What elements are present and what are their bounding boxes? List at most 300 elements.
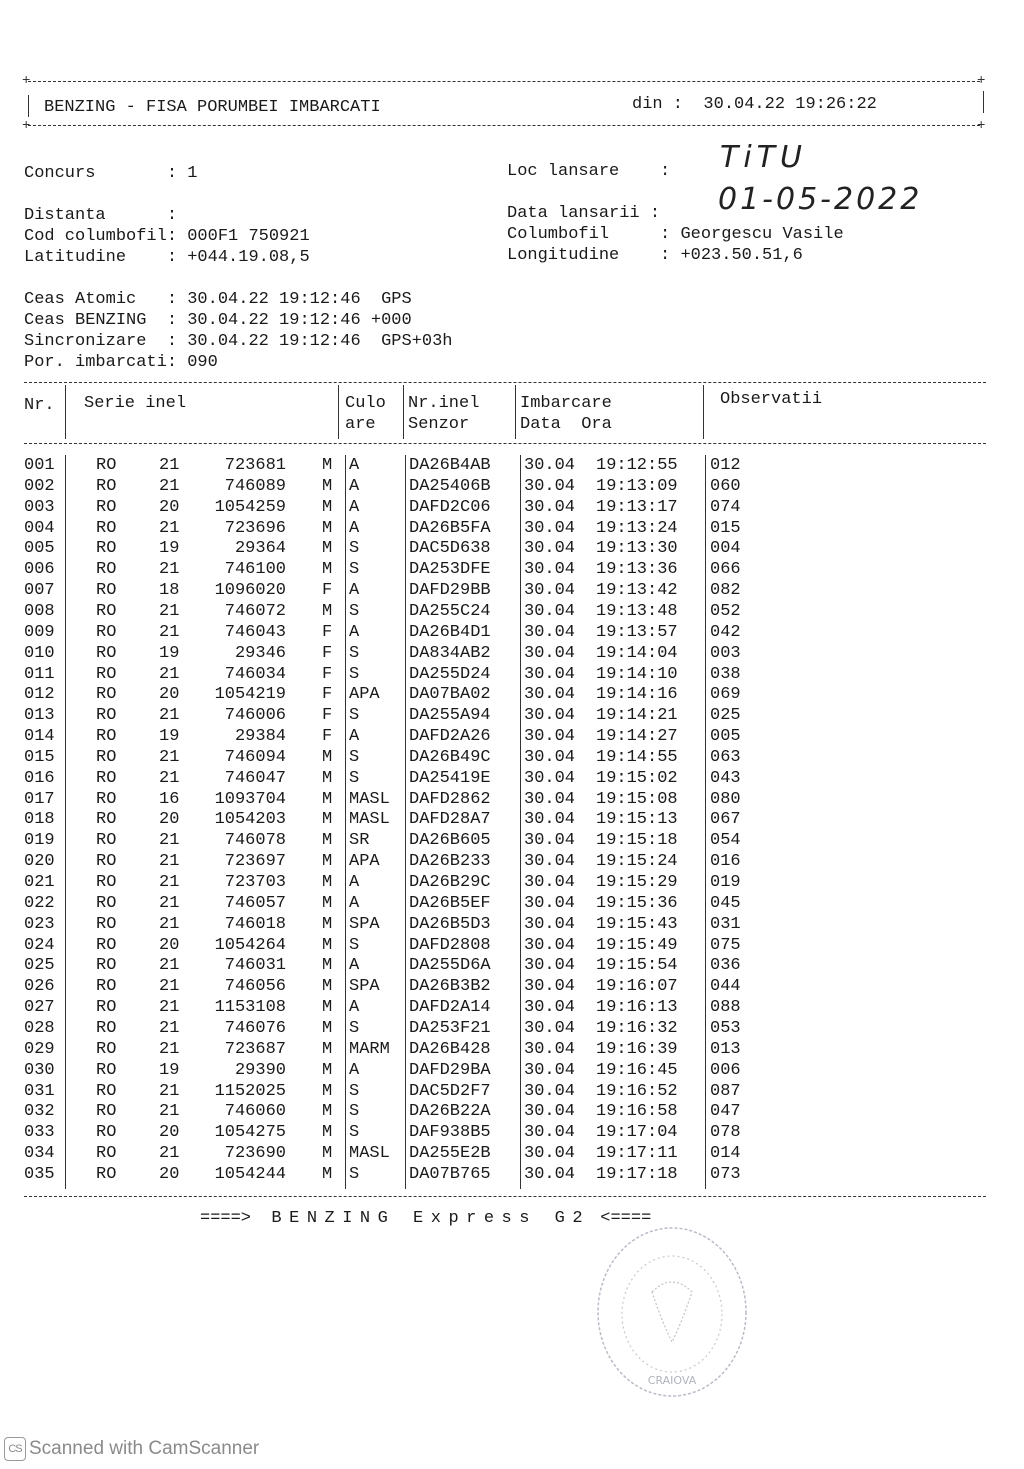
cell-nr: 030 bbox=[24, 1060, 55, 1080]
cell-inel: 29346 bbox=[234, 643, 286, 663]
cell-data: 30.04 bbox=[524, 977, 576, 997]
cell-data: 30.04 bbox=[524, 956, 576, 976]
footer-brand: BENZING Express G2 bbox=[271, 1209, 591, 1228]
cell-ora: 19:13:36 bbox=[596, 560, 678, 580]
cell-data: 30.04 bbox=[524, 581, 576, 601]
field-label: Sincronizare : bbox=[24, 332, 178, 351]
cell-an: 20 bbox=[159, 1123, 180, 1143]
field-distanta bbox=[24, 205, 187, 226]
cell-data: 30.04 bbox=[524, 664, 576, 684]
cell-obs: 075 bbox=[710, 935, 741, 955]
cell-sex: M bbox=[322, 1039, 333, 1059]
field-latitudine bbox=[24, 247, 310, 268]
cell-sex: M bbox=[322, 1102, 333, 1122]
field-label: Columbofil : bbox=[507, 225, 671, 244]
column-header-culoare-1: Culo bbox=[345, 394, 386, 413]
cell-data: 30.04 bbox=[524, 539, 576, 559]
footer-arrow-left: ====> bbox=[200, 1209, 252, 1228]
cell-tara: RO bbox=[96, 1123, 117, 1143]
cell-sex: M bbox=[322, 1144, 333, 1164]
column-separator bbox=[403, 385, 404, 439]
cell-inel: 1054219 bbox=[214, 685, 286, 705]
cell-ora: 19:13:09 bbox=[596, 476, 678, 496]
cell-culoare: S bbox=[349, 1123, 360, 1143]
cell-ora: 19:14:27 bbox=[596, 727, 678, 747]
cell-sex: F bbox=[322, 643, 333, 663]
cell-data: 30.04 bbox=[524, 685, 576, 705]
cell-tara: RO bbox=[96, 1164, 117, 1184]
cell-tara: RO bbox=[96, 643, 117, 663]
cell-data: 30.04 bbox=[524, 727, 576, 747]
cell-senzor: DAFD2A14 bbox=[409, 998, 491, 1018]
cell-tara: RO bbox=[96, 581, 117, 601]
cell-senzor: DA255C24 bbox=[409, 601, 491, 621]
cell-tara: RO bbox=[96, 747, 117, 767]
cell-senzor: DAF938B5 bbox=[409, 1123, 491, 1143]
cell-obs: 036 bbox=[710, 956, 741, 976]
cell-ora: 19:17:18 bbox=[596, 1164, 678, 1184]
cell-obs: 088 bbox=[710, 998, 741, 1018]
cell-senzor: DA25419E bbox=[409, 768, 491, 788]
field-value: 30.04.22 19:12:46 GPS+03h bbox=[187, 332, 453, 351]
cell-ora: 19:15:36 bbox=[596, 893, 678, 913]
cell-culoare: S bbox=[349, 1164, 360, 1184]
column-separator bbox=[703, 385, 704, 439]
cell-sex: M bbox=[322, 497, 333, 517]
cell-culoare: A bbox=[349, 518, 360, 538]
cell-senzor: DA26B4AB bbox=[409, 456, 491, 475]
cell-ora: 19:16:45 bbox=[596, 1060, 678, 1080]
field-longitudine bbox=[507, 245, 803, 266]
cell-inel: 1054203 bbox=[214, 810, 286, 830]
cell-data: 30.04 bbox=[524, 1123, 576, 1143]
field-label: Longitudine : bbox=[507, 246, 671, 265]
cell-sex: M bbox=[322, 956, 333, 976]
cell-an: 21 bbox=[159, 518, 180, 538]
cell-sex: F bbox=[322, 706, 333, 726]
cell-tara: RO bbox=[96, 622, 117, 642]
column-separator bbox=[705, 455, 706, 1189]
stamp-text-bottom: CRAIOVA bbox=[647, 1374, 697, 1387]
cell-senzor: DA26B3B2 bbox=[409, 977, 491, 997]
cell-an: 20 bbox=[159, 810, 180, 830]
cell-tara: RO bbox=[96, 706, 117, 726]
cell-sex: M bbox=[322, 873, 333, 892]
cell-tara: RO bbox=[96, 768, 117, 788]
cell-culoare: S bbox=[349, 560, 360, 580]
cell-sex: M bbox=[322, 560, 333, 580]
cell-tara: RO bbox=[96, 831, 117, 851]
cell-obs: 003 bbox=[710, 643, 741, 663]
field-label: Latitudine : bbox=[24, 248, 178, 267]
cell-nr: 024 bbox=[24, 935, 55, 955]
cell-nr: 034 bbox=[24, 1144, 55, 1164]
handwritten-loc-lansare: TiTU bbox=[720, 140, 807, 175]
column-header-nr: Nr. bbox=[24, 396, 55, 415]
camscanner-logo-icon: CS bbox=[4, 1437, 26, 1461]
cell-culoare: S bbox=[349, 747, 360, 767]
cell-nr: 015 bbox=[24, 747, 55, 767]
cell-senzor: DAC5D2F7 bbox=[409, 1081, 491, 1101]
cell-data: 30.04 bbox=[524, 1039, 576, 1059]
cell-culoare: A bbox=[349, 1060, 360, 1080]
column-header-imbarcare-2: Data Ora bbox=[520, 415, 612, 434]
table-bottom-border bbox=[24, 1196, 986, 1197]
cell-senzor: DA26B4D1 bbox=[409, 622, 491, 642]
cell-an: 21 bbox=[159, 476, 180, 496]
cell-an: 21 bbox=[159, 873, 180, 892]
column-header-observatii: Observatii bbox=[720, 390, 823, 409]
cell-obs: 066 bbox=[710, 560, 741, 580]
cell-ora: 19:15:29 bbox=[596, 873, 678, 892]
cell-senzor: DA255E2B bbox=[409, 1144, 491, 1164]
cell-culoare: A bbox=[349, 476, 360, 496]
cell-inel: 723687 bbox=[224, 1039, 286, 1059]
cell-tara: RO bbox=[96, 539, 117, 559]
cell-senzor: DA26B5FA bbox=[409, 518, 491, 538]
cell-data: 30.04 bbox=[524, 1102, 576, 1122]
cell-an: 21 bbox=[159, 560, 180, 580]
cell-ora: 19:15:54 bbox=[596, 956, 678, 976]
cell-sex: M bbox=[322, 852, 333, 872]
cell-tara: RO bbox=[96, 935, 117, 955]
cell-tara: RO bbox=[96, 1081, 117, 1101]
cell-senzor: DA26B233 bbox=[409, 852, 491, 872]
table-header-bottom-border bbox=[24, 443, 986, 444]
cell-inel: 746018 bbox=[224, 914, 286, 934]
cell-nr: 005 bbox=[24, 539, 55, 559]
cell-data: 30.04 bbox=[524, 852, 576, 872]
field-ceas-benzing bbox=[24, 310, 412, 331]
field-label: Ceas Atomic : bbox=[24, 290, 178, 309]
cell-culoare: A bbox=[349, 581, 360, 601]
cell-tara: RO bbox=[96, 1060, 117, 1080]
cell-culoare: MASL bbox=[349, 810, 390, 830]
camscanner-text: Scanned with CamScanner bbox=[29, 1438, 260, 1459]
cell-ora: 19:15:08 bbox=[596, 789, 678, 809]
field-value: 000F1 750921 bbox=[187, 227, 310, 246]
cell-data: 30.04 bbox=[524, 643, 576, 663]
cell-an: 21 bbox=[159, 601, 180, 621]
cell-ora: 19:16:32 bbox=[596, 1018, 678, 1038]
cell-inel: 1153108 bbox=[214, 998, 286, 1018]
cell-inel: 746060 bbox=[224, 1102, 286, 1122]
cell-ora: 19:14:04 bbox=[596, 643, 678, 663]
cell-data: 30.04 bbox=[524, 601, 576, 621]
cell-culoare: A bbox=[349, 893, 360, 913]
cell-nr: 012 bbox=[24, 685, 55, 705]
field-sincronizare bbox=[24, 331, 452, 352]
cell-culoare: S bbox=[349, 539, 360, 559]
cell-culoare: SPA bbox=[349, 914, 380, 934]
cell-inel: 1152025 bbox=[214, 1081, 286, 1101]
cell-inel: 746076 bbox=[224, 1018, 286, 1038]
cell-tara: RO bbox=[96, 664, 117, 684]
cell-data: 30.04 bbox=[524, 1081, 576, 1101]
cell-tara: RO bbox=[96, 1102, 117, 1122]
cell-inel: 746056 bbox=[224, 977, 286, 997]
corner-plus: + bbox=[977, 73, 986, 89]
cell-obs: 006 bbox=[710, 1060, 741, 1080]
cell-an: 21 bbox=[159, 1144, 180, 1164]
cell-nr: 029 bbox=[24, 1039, 55, 1059]
cell-senzor: DA255A94 bbox=[409, 706, 491, 726]
stamp-seal-icon bbox=[592, 1222, 752, 1402]
cell-culoare: MASL bbox=[349, 1144, 390, 1164]
cell-sex: M bbox=[322, 810, 333, 830]
cell-sex: M bbox=[322, 914, 333, 934]
column-header-imbarcare-1: Imbarcare bbox=[520, 394, 612, 413]
cell-inel: 723696 bbox=[224, 518, 286, 538]
column-header-nrinel-2: Senzor bbox=[408, 415, 470, 434]
cell-obs: 080 bbox=[710, 789, 741, 809]
cell-an: 19 bbox=[159, 1060, 180, 1080]
cell-data: 30.04 bbox=[524, 497, 576, 517]
cell-an: 21 bbox=[159, 1081, 180, 1101]
cell-obs: 015 bbox=[710, 518, 741, 538]
cell-tara: RO bbox=[96, 893, 117, 913]
cell-obs: 004 bbox=[710, 539, 741, 559]
cell-sex: M bbox=[322, 518, 333, 538]
column-separator bbox=[515, 385, 516, 439]
print-timestamp bbox=[632, 94, 877, 115]
column-header-serie-inel: Serie inel bbox=[84, 394, 187, 413]
cell-sex: M bbox=[322, 768, 333, 788]
cell-ora: 19:17:04 bbox=[596, 1123, 678, 1143]
cell-nr: 026 bbox=[24, 977, 55, 997]
cell-ora: 19:13:24 bbox=[596, 518, 678, 538]
cell-obs: 074 bbox=[710, 497, 741, 517]
cell-ora: 19:15:13 bbox=[596, 810, 678, 830]
cell-nr: 025 bbox=[24, 956, 55, 976]
cell-ora: 19:13:48 bbox=[596, 601, 678, 621]
cell-tara: RO bbox=[96, 1018, 117, 1038]
cell-inel: 746094 bbox=[224, 747, 286, 767]
cell-senzor: DAFD29BB bbox=[409, 581, 491, 601]
cell-ora: 19:13:17 bbox=[596, 497, 678, 517]
cell-ora: 19:15:18 bbox=[596, 831, 678, 851]
cell-an: 20 bbox=[159, 685, 180, 705]
cell-culoare: SPA bbox=[349, 977, 380, 997]
cell-nr: 033 bbox=[24, 1123, 55, 1143]
cell-obs: 087 bbox=[710, 1081, 741, 1101]
cell-data: 30.04 bbox=[524, 476, 576, 496]
cell-tara: RO bbox=[96, 1144, 117, 1164]
cell-culoare: SR bbox=[349, 831, 370, 851]
cell-sex: F bbox=[322, 622, 333, 642]
cell-culoare: MARM bbox=[349, 1039, 390, 1059]
table-top-border bbox=[24, 382, 986, 383]
cell-data: 30.04 bbox=[524, 935, 576, 955]
cell-nr: 013 bbox=[24, 706, 55, 726]
cell-tara: RO bbox=[96, 601, 117, 621]
cell-data: 30.04 bbox=[524, 456, 576, 475]
cell-data: 30.04 bbox=[524, 1164, 576, 1184]
cell-culoare: S bbox=[349, 1081, 360, 1101]
cell-obs: 025 bbox=[710, 706, 741, 726]
cell-tara: RO bbox=[96, 456, 117, 475]
cell-an: 21 bbox=[159, 456, 180, 475]
cell-culoare: S bbox=[349, 935, 360, 955]
cell-nr: 001 bbox=[24, 456, 55, 475]
cell-senzor: DA07BA02 bbox=[409, 685, 491, 705]
field-label: Distanta : bbox=[24, 206, 178, 225]
cell-an: 21 bbox=[159, 914, 180, 934]
cell-tara: RO bbox=[96, 810, 117, 830]
cell-tara: RO bbox=[96, 998, 117, 1018]
cell-obs: 031 bbox=[710, 914, 741, 934]
cell-nr: 031 bbox=[24, 1081, 55, 1101]
cell-an: 21 bbox=[159, 956, 180, 976]
cell-obs: 005 bbox=[710, 727, 741, 747]
cell-ora: 19:12:55 bbox=[596, 456, 678, 475]
cell-tara: RO bbox=[96, 685, 117, 705]
cell-senzor: DAFD2A26 bbox=[409, 727, 491, 747]
field-value: +044.19.08,5 bbox=[187, 248, 310, 267]
cell-an: 21 bbox=[159, 893, 180, 913]
cell-an: 20 bbox=[159, 1164, 180, 1184]
cell-obs: 019 bbox=[710, 873, 741, 892]
cell-nr: 010 bbox=[24, 643, 55, 663]
cell-senzor: DA255D24 bbox=[409, 664, 491, 684]
cell-obs: 042 bbox=[710, 622, 741, 642]
cell-an: 20 bbox=[159, 935, 180, 955]
cell-senzor: DAFD2862 bbox=[409, 789, 491, 809]
cell-senzor: DA834AB2 bbox=[409, 643, 491, 663]
cell-an: 21 bbox=[159, 831, 180, 851]
cell-tara: RO bbox=[96, 977, 117, 997]
cell-data: 30.04 bbox=[524, 893, 576, 913]
cell-inel: 723703 bbox=[224, 873, 286, 892]
corner-plus: + bbox=[22, 118, 31, 134]
field-label: Cod columbofil: bbox=[24, 227, 178, 246]
cell-ora: 19:14:10 bbox=[596, 664, 678, 684]
column-separator bbox=[520, 455, 521, 1189]
cell-inel: 723690 bbox=[224, 1144, 286, 1164]
cell-senzor: DAFD2C06 bbox=[409, 497, 491, 517]
cell-inel: 1054264 bbox=[214, 935, 286, 955]
header-left-border bbox=[28, 95, 29, 117]
cell-sex: M bbox=[322, 935, 333, 955]
cell-sex: M bbox=[322, 601, 333, 621]
cell-culoare: S bbox=[349, 768, 360, 788]
cell-culoare: APA bbox=[349, 852, 380, 872]
cell-obs: 053 bbox=[710, 1018, 741, 1038]
cell-inel: 1054244 bbox=[214, 1164, 286, 1184]
cell-inel: 746100 bbox=[224, 560, 286, 580]
cell-nr: 016 bbox=[24, 768, 55, 788]
column-separator bbox=[65, 385, 66, 439]
cell-sex: F bbox=[322, 581, 333, 601]
cell-data: 30.04 bbox=[524, 768, 576, 788]
field-cod-columbofil bbox=[24, 226, 310, 247]
document-title: BENZING - FISA PORUMBEI IMBARCATI bbox=[44, 98, 381, 117]
cell-inel: 29364 bbox=[234, 539, 286, 559]
cell-inel: 1093704 bbox=[214, 789, 286, 809]
cell-nr: 006 bbox=[24, 560, 55, 580]
cell-senzor: DA253DFE bbox=[409, 560, 491, 580]
cell-obs: 012 bbox=[710, 456, 741, 475]
cell-tara: RO bbox=[96, 914, 117, 934]
cell-an: 21 bbox=[159, 1102, 180, 1122]
cell-data: 30.04 bbox=[524, 1060, 576, 1080]
field-concurs bbox=[24, 163, 197, 184]
cell-culoare: A bbox=[349, 873, 360, 892]
cell-obs: 045 bbox=[710, 893, 741, 913]
cell-sex: M bbox=[322, 1123, 333, 1143]
cell-data: 30.04 bbox=[524, 560, 576, 580]
cell-tara: RO bbox=[96, 852, 117, 872]
field-value: 090 bbox=[187, 353, 218, 372]
cell-data: 30.04 bbox=[524, 831, 576, 851]
cell-tara: RO bbox=[96, 789, 117, 809]
cell-nr: 014 bbox=[24, 727, 55, 747]
cell-nr: 019 bbox=[24, 831, 55, 851]
cell-tara: RO bbox=[96, 727, 117, 747]
cell-data: 30.04 bbox=[524, 747, 576, 767]
cell-nr: 035 bbox=[24, 1164, 55, 1184]
cell-data: 30.04 bbox=[524, 914, 576, 934]
cell-ora: 19:13:57 bbox=[596, 622, 678, 642]
cell-nr: 017 bbox=[24, 789, 55, 809]
cell-obs: 052 bbox=[710, 601, 741, 621]
cell-senzor: DA26B5D3 bbox=[409, 914, 491, 934]
cell-culoare: S bbox=[349, 1018, 360, 1038]
cell-sex: M bbox=[322, 1164, 333, 1184]
cell-senzor: DA26B605 bbox=[409, 831, 491, 851]
cell-an: 21 bbox=[159, 747, 180, 767]
field-value: 30.04.22 19:12:46 +000 bbox=[187, 311, 412, 330]
handwritten-data-lansarii: 01-05-2022 bbox=[718, 182, 923, 217]
field-label: Ceas BENZING : bbox=[24, 311, 178, 330]
cell-senzor: DAFD29BA bbox=[409, 1060, 491, 1080]
cell-senzor: DA255D6A bbox=[409, 956, 491, 976]
cell-sex: M bbox=[322, 1018, 333, 1038]
cell-obs: 013 bbox=[710, 1039, 741, 1059]
cell-inel: 1054275 bbox=[214, 1123, 286, 1143]
header-right-border bbox=[983, 91, 984, 113]
cell-senzor: DA26B5EF bbox=[409, 893, 491, 913]
corner-plus: + bbox=[977, 118, 986, 134]
din-value: 30.04.22 19:26:22 bbox=[703, 95, 877, 114]
cell-inel: 29384 bbox=[234, 727, 286, 747]
cell-an: 21 bbox=[159, 852, 180, 872]
cell-sex: M bbox=[322, 476, 333, 496]
cell-inel: 746043 bbox=[224, 622, 286, 642]
cell-nr: 011 bbox=[24, 664, 55, 684]
cell-an: 21 bbox=[159, 1018, 180, 1038]
column-separator bbox=[405, 455, 406, 1189]
cell-sex: M bbox=[322, 747, 333, 767]
cell-ora: 19:13:42 bbox=[596, 581, 678, 601]
cell-culoare: S bbox=[349, 706, 360, 726]
footer-brand-line bbox=[200, 1208, 651, 1229]
cell-obs: 078 bbox=[710, 1123, 741, 1143]
footer-arrow-right: <==== bbox=[600, 1209, 652, 1228]
column-separator bbox=[338, 385, 339, 439]
cell-nr: 028 bbox=[24, 1018, 55, 1038]
cell-data: 30.04 bbox=[524, 998, 576, 1018]
cell-nr: 007 bbox=[24, 581, 55, 601]
cell-tara: RO bbox=[96, 560, 117, 580]
cell-sex: M bbox=[322, 893, 333, 913]
cell-an: 21 bbox=[159, 622, 180, 642]
field-label: Por. imbarcati: bbox=[24, 353, 178, 372]
cell-culoare: MASL bbox=[349, 789, 390, 809]
cell-ora: 19:16:58 bbox=[596, 1102, 678, 1122]
cell-inel: 746089 bbox=[224, 476, 286, 496]
cell-data: 30.04 bbox=[524, 518, 576, 538]
